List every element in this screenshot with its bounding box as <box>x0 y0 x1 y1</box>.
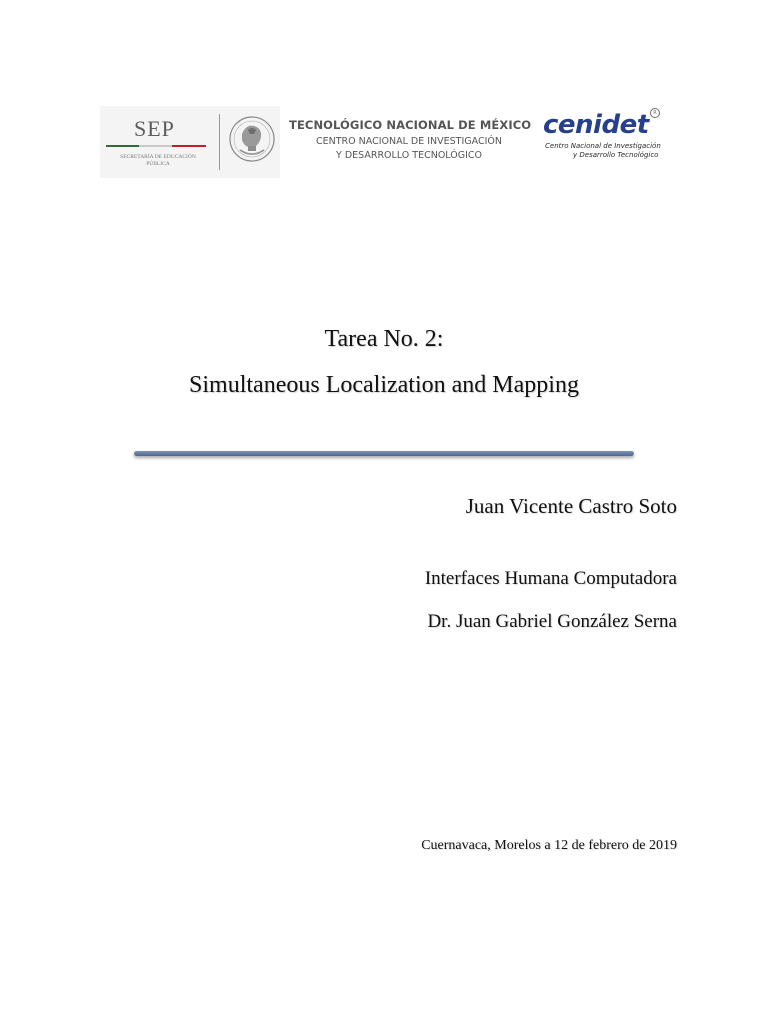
title-divider <box>134 451 634 456</box>
tecnm-title: TECNOLÓGICO NACIONAL DE MÉXICO <box>289 118 532 132</box>
assignment-title: Simultaneous Localization and Mapping <box>189 372 579 398</box>
cenidet-wordmark: cenidet <box>543 110 649 140</box>
course-name: Interfaces Humana Computadora <box>424 568 677 589</box>
registered-mark-icon: R <box>650 108 660 118</box>
teacher-name: Dr. Juan Gabriel González Serna <box>427 611 677 632</box>
sep-wordmark: SEP <box>134 116 175 141</box>
cenidet-tagline-line2: y Desarrollo Tecnológico <box>573 151 659 159</box>
cenidet-logo <box>543 108 663 160</box>
place-and-date: Cuernavaca, Morelos a 12 de febrero de 2019 <box>421 838 677 853</box>
mexican-coat-of-arms-icon <box>228 112 276 170</box>
tecnm-subtitle-line2: Y DESARROLLO TECNOLÓGICO <box>336 150 482 161</box>
sep-subtitle: SECRETARÍA DE EDUCACIÓN PÚBLICA <box>120 154 196 167</box>
sep-logo <box>100 106 280 178</box>
author-name: Juan Vicente Castro Soto <box>465 494 677 518</box>
logo-divider <box>219 114 220 170</box>
tecnm-logo-text <box>289 118 532 163</box>
tecnm-subtitle-line1: CENTRO NACIONAL DE INVESTIGACIÓN <box>315 136 502 147</box>
assignment-number: Tarea No. 2: <box>324 326 444 352</box>
cenidet-tagline-line1: Centro Nacional de Investigación <box>545 142 661 150</box>
sep-tricolor-stripe <box>106 145 206 147</box>
